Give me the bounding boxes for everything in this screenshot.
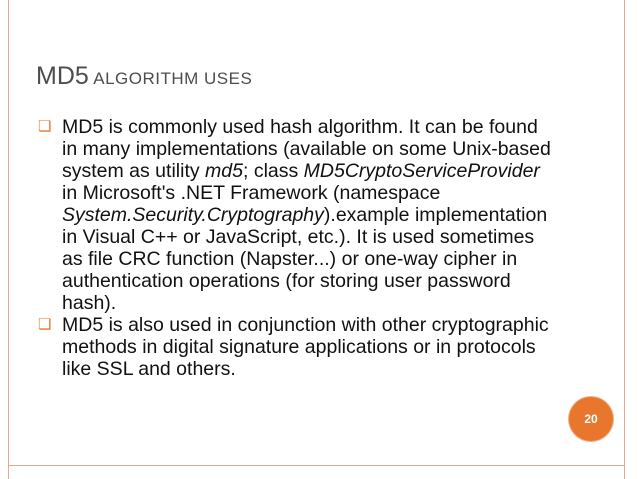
bullet-icon: ❏	[38, 118, 52, 135]
slide-title	[36, 62, 252, 91]
slide-body	[38, 116, 558, 380]
bullet-item	[38, 314, 558, 380]
md5-utility-term: md5	[205, 160, 243, 182]
bullet-text: MD5 is also used in conjunction with other cryptographic methods in digital signature applications or in protocols like SSL and others.	[62, 314, 549, 380]
slide-title-main: MD5	[36, 62, 89, 90]
slide-frame-left-line	[8, 0, 9, 479]
bullet-item	[38, 116, 558, 314]
slide-frame-right-line	[624, 0, 625, 479]
bullet-text: MD5 is commonly used hash algorithm. It can be found in many implementations (available on some Unix-based system as utility md5; class MD5CryptoServiceProvider in Microsoft's .NET Framework (namespace System.Security.Cryptography).example implementation in Visual C++ or JavaScript, etc.). It is used sometimes as file CRC function (Napster...) or one-way cipher in authentication operations (for storing user password hash).	[62, 116, 551, 314]
namespace-term: System.Security.Cryptography	[62, 204, 324, 226]
slide-title-rest: ALGORITHM USES	[93, 69, 253, 88]
page-number-badge: 20	[569, 397, 613, 441]
slide-frame-bottom-line	[8, 465, 625, 466]
crypto-provider-term: MD5CryptoServiceProvider	[303, 160, 540, 182]
bullet-icon: ❏	[38, 316, 52, 333]
